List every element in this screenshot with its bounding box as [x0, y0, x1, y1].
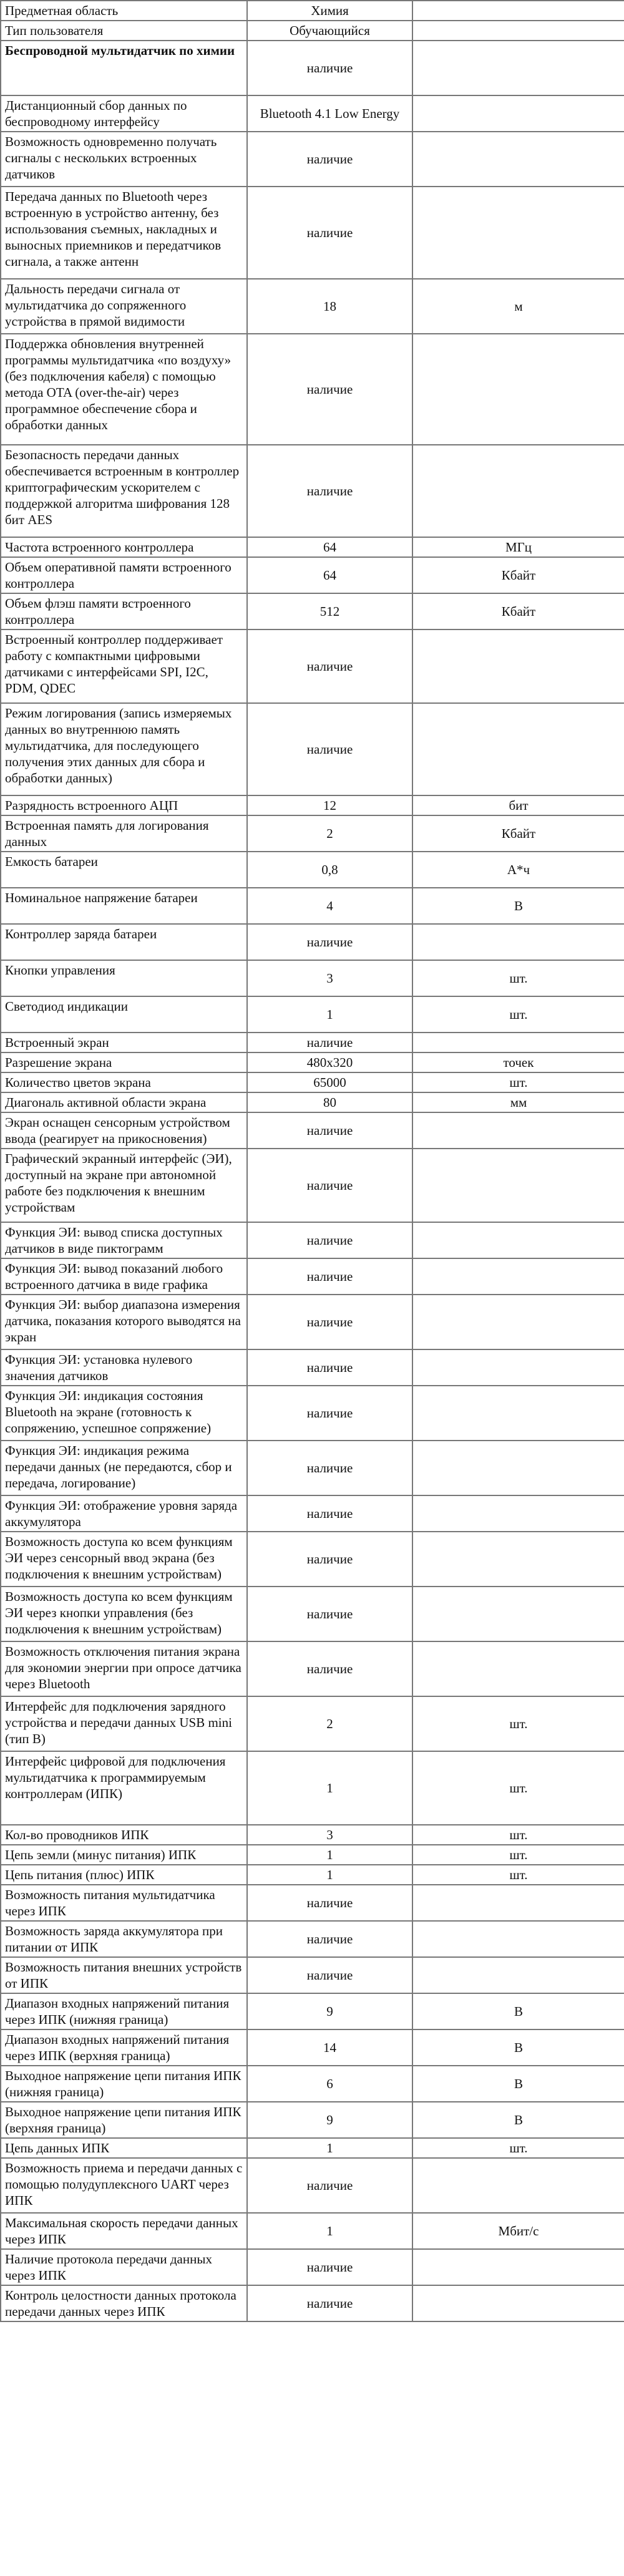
param-unit-cell: [412, 445, 624, 537]
table-row: [1, 187, 624, 279]
param-unit-cell: [412, 703, 624, 795]
param-value-cell: наличие: [247, 1386, 412, 1441]
table-row: [1, 2285, 624, 2321]
param-value-cell: наличие: [247, 1112, 412, 1149]
table-row: [1, 1112, 624, 1149]
table-row: [1, 1258, 624, 1295]
param-name-cell: Возможность одновременно получать сигналы с нескольких встроенных датчиков: [1, 132, 247, 187]
table-row: [1, 1072, 624, 1092]
param-value-cell: 3: [247, 1825, 412, 1845]
table-row: [1, 996, 624, 1033]
table-row: [1, 1349, 624, 1386]
param-unit-cell: [412, 1441, 624, 1495]
param-unit-cell: [412, 334, 624, 445]
param-unit-cell: [412, 1957, 624, 1993]
param-value-cell: наличие: [247, 2285, 412, 2321]
param-name-cell: Режим логирования (запись измеряемых данных во внутреннюю память мультидатчика, для последующего получения этих данных для сбора и обработки данных): [1, 703, 247, 795]
param-value-cell: наличие: [247, 1222, 412, 1258]
param-value-cell: 1: [247, 2213, 412, 2249]
table-row: [1, 1696, 624, 1751]
param-name-cell: Встроенная память для логирования данных: [1, 815, 247, 852]
param-unit-cell: Кбайт: [412, 593, 624, 629]
table-row: [1, 1532, 624, 1587]
param-value-cell: 64: [247, 557, 412, 593]
table-row: [1, 888, 624, 924]
table-row: [1, 1295, 624, 1349]
param-value-cell: 9: [247, 1993, 412, 2029]
param-unit-cell: [412, 924, 624, 960]
table-row: [1, 1641, 624, 1696]
param-value-cell: наличие: [247, 1885, 412, 1921]
param-name-cell: Функция ЭИ: вывод показаний любого встроенного датчика в виде графика: [1, 1258, 247, 1295]
param-name-cell: Кнопки управления: [1, 960, 247, 996]
table-row: [1, 1441, 624, 1495]
param-name-cell: Наличие протокола передачи данных через ИПК: [1, 2249, 247, 2285]
param-name-cell: Возможность питания мультидатчика через ИПК: [1, 1885, 247, 1921]
table-row: [1, 1885, 624, 1921]
table-row: [1, 2138, 624, 2158]
table-row: [1, 334, 624, 445]
param-unit-cell: [412, 1587, 624, 1641]
param-value-cell: наличие: [247, 1957, 412, 1993]
param-name-cell: Диапазон входных напряжений питания через ИПК (нижняя граница): [1, 1993, 247, 2029]
param-name-cell: Встроенный экран: [1, 1033, 247, 1052]
table-row: [1, 1845, 624, 1865]
param-name-cell: Максимальная скорость передачи данных через ИПК: [1, 2213, 247, 2249]
param-unit-cell: В: [412, 2066, 624, 2102]
table-row: [1, 537, 624, 557]
table-row: [1, 593, 624, 629]
table-row: [1, 1921, 624, 1957]
param-name-cell: Возможность доступа ко всем функциям ЭИ через сенсорный ввод экрана (без подключения к внешним устройствам): [1, 1532, 247, 1587]
param-unit-cell: [412, 1532, 624, 1587]
table-row: [1, 960, 624, 996]
param-name-cell: Тип пользователя: [1, 21, 247, 41]
table-row: [1, 1587, 624, 1641]
param-value-cell: наличие: [247, 1587, 412, 1641]
param-unit-cell: [412, 1033, 624, 1052]
param-value-cell: 4: [247, 888, 412, 924]
table-row: [1, 445, 624, 537]
param-name-cell: Емкость батареи: [1, 852, 247, 888]
param-name-cell: Светодиод индикации: [1, 996, 247, 1033]
param-value-cell: наличие: [247, 1641, 412, 1696]
param-unit-cell: шт.: [412, 996, 624, 1033]
param-unit-cell: шт.: [412, 1751, 624, 1825]
table-row: [1, 2029, 624, 2066]
param-value-cell: 14: [247, 2029, 412, 2066]
param-name-cell: Экран оснащен сенсорным устройством ввода (реагирует на прикосновения): [1, 1112, 247, 1149]
param-name-cell: Функция ЭИ: выбор диапазона измерения датчика, показания которого выводятся на экран: [1, 1295, 247, 1349]
param-value-cell: Химия: [247, 1, 412, 21]
param-value-cell: 65000: [247, 1072, 412, 1092]
param-value-cell: 0,8: [247, 852, 412, 888]
param-unit-cell: [412, 21, 624, 41]
param-value-cell: 18: [247, 279, 412, 334]
table-row: [1, 95, 624, 132]
param-name-cell: Диагональ активной области экрана: [1, 1092, 247, 1112]
table-row: [1, 629, 624, 703]
param-unit-cell: [412, 2285, 624, 2321]
table-row: [1, 1, 624, 21]
param-unit-cell: [412, 1112, 624, 1149]
param-name-cell: Цепь земли (минус питания) ИПК: [1, 1845, 247, 1865]
param-value-cell: наличие: [247, 629, 412, 703]
spec-table-body: [1, 1, 624, 2321]
param-unit-cell: МГц: [412, 537, 624, 557]
param-value-cell: 3: [247, 960, 412, 996]
param-name-cell: Интерфейс для подключения зарядного устройства и передачи данных USB mini (тип B): [1, 1696, 247, 1751]
param-value-cell: 1: [247, 1865, 412, 1885]
param-value-cell: 1: [247, 1845, 412, 1865]
table-row: [1, 2066, 624, 2102]
param-value-cell: наличие: [247, 1033, 412, 1052]
table-row: [1, 1495, 624, 1532]
param-value-cell: 1: [247, 2138, 412, 2158]
param-name-cell: Выходное напряжение цепи питания ИПК (нижняя граница): [1, 2066, 247, 2102]
param-value-cell: 2: [247, 815, 412, 852]
param-unit-cell: м: [412, 279, 624, 334]
param-value-cell: 12: [247, 795, 412, 815]
param-value-cell: 1: [247, 1751, 412, 1825]
param-name-cell: Кол-во проводников ИПК: [1, 1825, 247, 1845]
table-row: [1, 1386, 624, 1441]
param-unit-cell: [412, 1386, 624, 1441]
param-unit-cell: точек: [412, 1052, 624, 1072]
param-unit-cell: [412, 187, 624, 279]
param-unit-cell: [412, 1222, 624, 1258]
param-name-cell: Цепь питания (плюс) ИПК: [1, 1865, 247, 1885]
param-unit-cell: шт.: [412, 1072, 624, 1092]
param-name-cell: Объем оперативной памяти встроенного контроллера: [1, 557, 247, 593]
param-unit-cell: мм: [412, 1092, 624, 1112]
param-value-cell: 480x320: [247, 1052, 412, 1072]
param-value-cell: 80: [247, 1092, 412, 1112]
param-unit-cell: В: [412, 2029, 624, 2066]
param-value-cell: наличие: [247, 1532, 412, 1587]
param-value-cell: 6: [247, 2066, 412, 2102]
table-row: [1, 1865, 624, 1885]
param-value-cell: наличие: [247, 445, 412, 537]
param-unit-cell: [412, 1495, 624, 1532]
param-name-cell: Разрядность встроенного АЦП: [1, 795, 247, 815]
param-value-cell: наличие: [247, 1258, 412, 1295]
table-row: [1, 1222, 624, 1258]
table-row: [1, 2249, 624, 2285]
param-unit-cell: [412, 1258, 624, 1295]
param-name-cell: Возможность приема и передачи данных с помощью полудуплексного UART через ИПК: [1, 2158, 247, 2213]
param-value-cell: 1: [247, 996, 412, 1033]
table-row: [1, 2102, 624, 2138]
param-value-cell: Обучающийся: [247, 21, 412, 41]
param-value-cell: 9: [247, 2102, 412, 2138]
param-name-cell: Возможность питания внешних устройств от ИПК: [1, 1957, 247, 1993]
param-value-cell: наличие: [247, 1441, 412, 1495]
param-unit-cell: [412, 1885, 624, 1921]
param-unit-cell: [412, 95, 624, 132]
param-value-cell: наличие: [247, 1149, 412, 1222]
param-name-cell: Дистанционный сбор данных по беспроводному интерфейсу: [1, 95, 247, 132]
param-name-cell: Функция ЭИ: индикация режима передачи данных (не передаются, сбор и передача, логирование): [1, 1441, 247, 1495]
param-unit-cell: шт.: [412, 1825, 624, 1845]
param-name-cell: Возможность заряда аккумулятора при питании от ИПК: [1, 1921, 247, 1957]
param-name-cell: Функция ЭИ: индикация состояния Bluetooth на экране (готовность к сопряжению, успешное сопряжение): [1, 1386, 247, 1441]
table-row: [1, 41, 624, 95]
table-row: [1, 815, 624, 852]
param-value-cell: 512: [247, 593, 412, 629]
param-value-cell: наличие: [247, 1349, 412, 1386]
param-unit-cell: В: [412, 1993, 624, 2029]
param-name-cell: Безопасность передачи данных обеспечивается встроенным в контроллер криптографическим ускорителем с поддержкой алгоритма шифрования 128 бит AES: [1, 445, 247, 537]
param-name-cell: Диапазон входных напряжений питания через ИПК (верхняя граница): [1, 2029, 247, 2066]
param-unit-cell: шт.: [412, 1696, 624, 1751]
param-name-cell: Передача данных по Bluetooth через встроенную в устройство антенну, без использования съемных, накладных и выносных приемников и передатчиков сигнала, а также антенн: [1, 187, 247, 279]
param-name-cell: Интерфейс цифровой для подключения мультидатчика к программируемым контроллерам (ИПК): [1, 1751, 247, 1825]
param-name-cell: Объем флэш памяти встроенного контроллера: [1, 593, 247, 629]
table-row: [1, 1033, 624, 1052]
param-unit-cell: [412, 1, 624, 21]
param-value-cell: наличие: [247, 1921, 412, 1957]
param-unit-cell: бит: [412, 795, 624, 815]
table-row: [1, 557, 624, 593]
table-row: [1, 1052, 624, 1072]
param-unit-cell: [412, 41, 624, 95]
param-value-cell: наличие: [247, 924, 412, 960]
param-value-cell: 64: [247, 537, 412, 557]
table-row: [1, 1825, 624, 1845]
param-unit-cell: шт.: [412, 2138, 624, 2158]
param-name-cell: Контроллер заряда батареи: [1, 924, 247, 960]
table-row: [1, 1751, 624, 1825]
param-unit-cell: Мбит/с: [412, 2213, 624, 2249]
param-name-cell: Разрешение экрана: [1, 1052, 247, 1072]
table-row: [1, 21, 624, 41]
param-name-cell: Возможность отключения питания экрана для экономии энергии при опросе датчика через Bluetooth: [1, 1641, 247, 1696]
param-name-cell: Выходное напряжение цепи питания ИПК (верхняя граница): [1, 2102, 247, 2138]
param-name-cell: Функция ЭИ: вывод списка доступных датчиков в виде пиктограмм: [1, 1222, 247, 1258]
param-unit-cell: В: [412, 2102, 624, 2138]
param-value-cell: наличие: [247, 2158, 412, 2213]
param-value-cell: наличие: [247, 703, 412, 795]
param-name-cell: Функция ЭИ: отображение уровня заряда аккумулятора: [1, 1495, 247, 1532]
param-name-cell: Предметная область: [1, 1, 247, 21]
param-name-cell: Контроль целостности данных протокола передачи данных через ИПК: [1, 2285, 247, 2321]
param-name-cell: Количество цветов экрана: [1, 1072, 247, 1092]
param-value-cell: наличие: [247, 334, 412, 445]
param-unit-cell: В: [412, 888, 624, 924]
param-value-cell: наличие: [247, 187, 412, 279]
table-row: [1, 703, 624, 795]
param-unit-cell: Кбайт: [412, 557, 624, 593]
param-value-cell: наличие: [247, 1295, 412, 1349]
param-name-cell: Беспроводной мультидатчик по химии: [1, 41, 247, 95]
table-row: [1, 1092, 624, 1112]
param-value-cell: наличие: [247, 41, 412, 95]
param-name-cell: Дальность передачи сигнала от мультидатчика до сопряженного устройства в прямой видимости: [1, 279, 247, 334]
param-value-cell: наличие: [247, 132, 412, 187]
param-value-cell: Bluetooth 4.1 Low Energy: [247, 95, 412, 132]
param-unit-cell: [412, 2249, 624, 2285]
param-unit-cell: [412, 1295, 624, 1349]
param-value-cell: 2: [247, 1696, 412, 1751]
table-row: [1, 1957, 624, 1993]
table-row: [1, 1149, 624, 1222]
param-value-cell: наличие: [247, 2249, 412, 2285]
param-unit-cell: шт.: [412, 1865, 624, 1885]
param-value-cell: наличие: [247, 1495, 412, 1532]
param-unit-cell: А*ч: [412, 852, 624, 888]
param-name-cell: Графический экранный интерфейс (ЭИ), доступный на экране при автономной работе без подключения к внешним устройствам: [1, 1149, 247, 1222]
table-row: [1, 924, 624, 960]
param-unit-cell: [412, 629, 624, 703]
table-row: [1, 852, 624, 888]
param-name-cell: Частота встроенного контроллера: [1, 537, 247, 557]
param-unit-cell: Кбайт: [412, 815, 624, 852]
param-name-cell: Поддержка обновления внутренней программы мультидатчика «по воздуху» (без подключения кабеля) с помощью метода OTA (over-the-air) через программное обеспечение сбора и обработки данных: [1, 334, 247, 445]
param-unit-cell: [412, 1641, 624, 1696]
param-name-cell: Номинальное напряжение батареи: [1, 888, 247, 924]
table-row: [1, 2158, 624, 2213]
param-unit-cell: шт.: [412, 960, 624, 996]
param-unit-cell: [412, 132, 624, 187]
param-unit-cell: [412, 1149, 624, 1222]
param-name-cell: Функция ЭИ: установка нулевого значения датчиков: [1, 1349, 247, 1386]
table-row: [1, 795, 624, 815]
param-unit-cell: [412, 2158, 624, 2213]
param-name-cell: Цепь данных ИПК: [1, 2138, 247, 2158]
param-name-cell: Встроенный контроллер поддерживает работу с компактными цифровыми датчиками с интерфейсами SPI, I2C, PDM, QDEC: [1, 629, 247, 703]
table-row: [1, 2213, 624, 2249]
param-unit-cell: [412, 1921, 624, 1957]
table-row: [1, 279, 624, 334]
param-name-cell: Возможность доступа ко всем функциям ЭИ через кнопки управления (без подключения к внешним устройствам): [1, 1587, 247, 1641]
table-row: [1, 132, 624, 187]
param-unit-cell: [412, 1349, 624, 1386]
table-row: [1, 1993, 624, 2029]
param-unit-cell: шт.: [412, 1845, 624, 1865]
